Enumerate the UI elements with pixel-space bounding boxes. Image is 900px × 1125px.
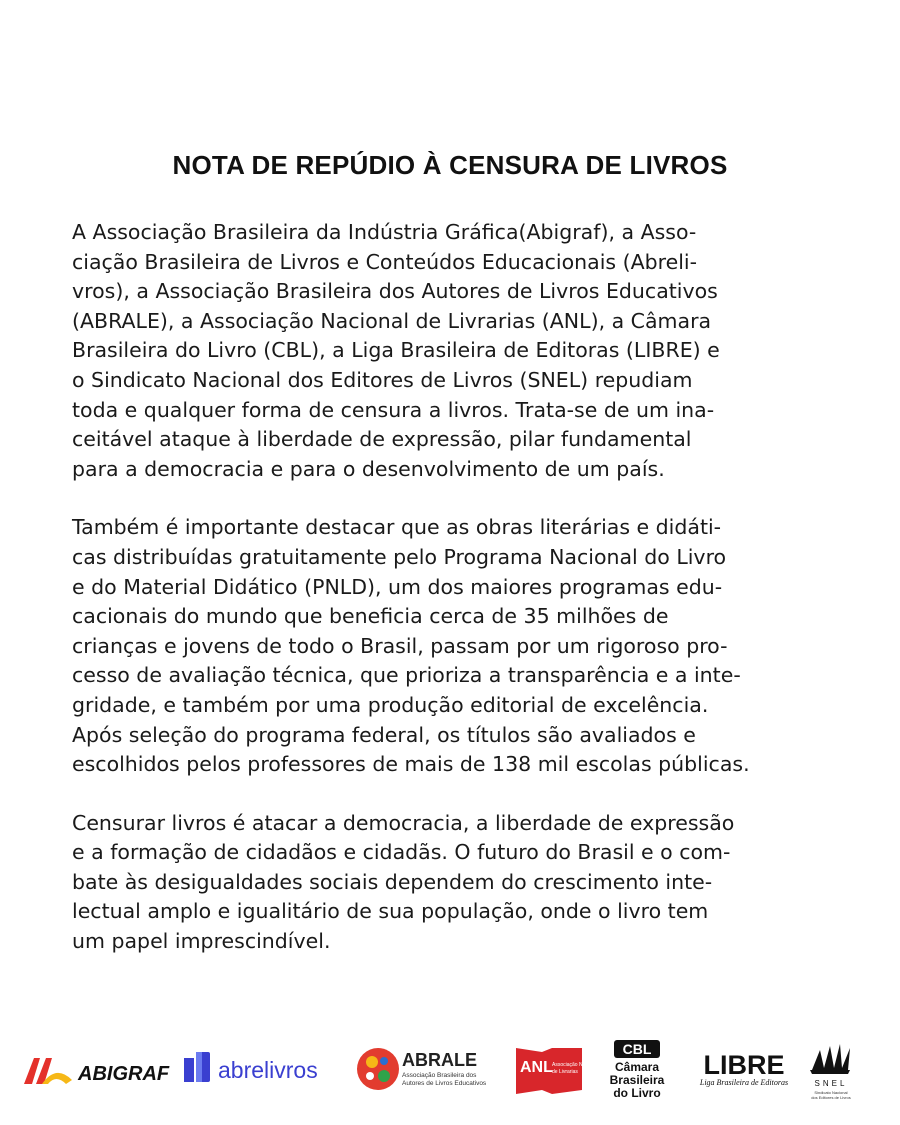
abrale-subtitle-2: Autores de Livros Educativos: [402, 1080, 487, 1087]
cbl-line-3: do Livro: [613, 1086, 661, 1100]
text-line: e do Material Didático (PNLD), um dos maiores programas edu-: [72, 574, 723, 599]
text-line: cas distribuídas gratuitamente pelo Programa Nacional do Livro: [72, 544, 727, 569]
abrale-wordmark: ABRALE: [402, 1050, 477, 1070]
text-line: um papel imprescindível.: [72, 929, 331, 954]
abrale-logo: [356, 1044, 496, 1094]
libre-wordmark: LIBRE: [703, 1050, 785, 1080]
abigraf-wordmark: ABIGRAF: [78, 1063, 170, 1085]
text-line: cacionais do mundo que beneficia cerca de 35 milhões de: [72, 604, 669, 629]
cbl-line-2: Brasileira: [609, 1073, 665, 1087]
text-line: cesso de avaliação técnica, que prioriza a transparência e a inte-: [72, 663, 741, 688]
text-line: gridade, e também por uma produção editorial de excelência.: [72, 692, 709, 717]
abrale-subtitle-1: Associação Brasileira dos: [402, 1072, 477, 1079]
paragraph-2: [72, 513, 832, 779]
libre-logo: [692, 1048, 796, 1092]
anl-logo: [512, 1042, 599, 1098]
text-line: o Sindicato Nacional dos Editores de Livros (SNEL) repudiam: [72, 367, 693, 392]
text-line: vros), a Associação Brasileira dos Autores de Livros Educativos: [72, 279, 718, 304]
text-line: escolhidos pelos professores de mais de 138 mil escolas públicas.: [72, 752, 750, 777]
logo-row: [0, 1036, 900, 1116]
text-line: Censurar livros é atacar a democracia, a liberdade de expressão: [72, 810, 735, 835]
text-line: ceitável ataque à liberdade de expressão, pilar fundamental: [72, 427, 692, 452]
text-line: ciação Brasileira de Livros e Conteúdos Educacionais (Abreli-: [72, 249, 697, 274]
text-line: crianças e jovens de todo o Brasil, passam por um rigoroso pro-: [72, 633, 728, 658]
text-line: toda e qualquer forma de censura a livros. Trata-se de um ina-: [72, 397, 715, 422]
text-line: (ABRALE), a Associação Nacional de Livrarias (ANL), a Câmara: [72, 308, 712, 333]
snel-logo: [804, 1040, 864, 1110]
cbl-logo: [600, 1038, 674, 1102]
snel-subtitle-1: Sindicato Nacional: [814, 1090, 848, 1095]
abrelivros-wordmark: abrelivros: [218, 1057, 318, 1083]
snel-wordmark: SNEL: [814, 1079, 848, 1088]
anl-subtitle-2: de Livrarias: [552, 1069, 578, 1075]
text-line: Também é importante destacar que as obras literárias e didáti-: [72, 515, 722, 540]
libre-subtitle: Liga Brasileira de Editoras: [699, 1078, 789, 1087]
anl-wordmark: ANL: [520, 1059, 553, 1076]
text-line: bate às desigualdades sociais dependem do crescimento inte-: [72, 869, 713, 894]
text-line: Brasileira do Livro (CBL), a Liga Brasileira de Editoras (LIBRE) e: [72, 338, 720, 363]
abrelivros-logo: [182, 1048, 346, 1088]
cbl-line-1: Câmara: [614, 1060, 660, 1074]
text-line: A Associação Brasileira da Indústria Gráfica(Abigraf), a Asso-: [72, 220, 697, 244]
page-title: NOTA DE REPÚDIO À CENSURA DE LIVROS: [172, 150, 728, 180]
text-line: Após seleção do programa federal, os títulos são avaliados e: [72, 722, 696, 747]
text-line: para a democracia e para o desenvolvimento de um país.: [72, 456, 665, 481]
abigraf-logo: [20, 1050, 170, 1090]
text-line: lectual amplo e igualitário de sua população, onde o livro tem: [72, 899, 709, 924]
cbl-mark: CBL: [622, 1041, 652, 1057]
paragraph-1: [72, 218, 832, 484]
snel-subtitle-2: dos Editores de Livros: [811, 1095, 851, 1100]
note-body: [72, 218, 832, 986]
anl-subtitle-1: Associação Nacional: [552, 1062, 599, 1068]
paragraph-3: [72, 809, 832, 957]
text-line: e a formação de cidadãos e cidadãs. O futuro do Brasil e o com-: [72, 840, 731, 865]
